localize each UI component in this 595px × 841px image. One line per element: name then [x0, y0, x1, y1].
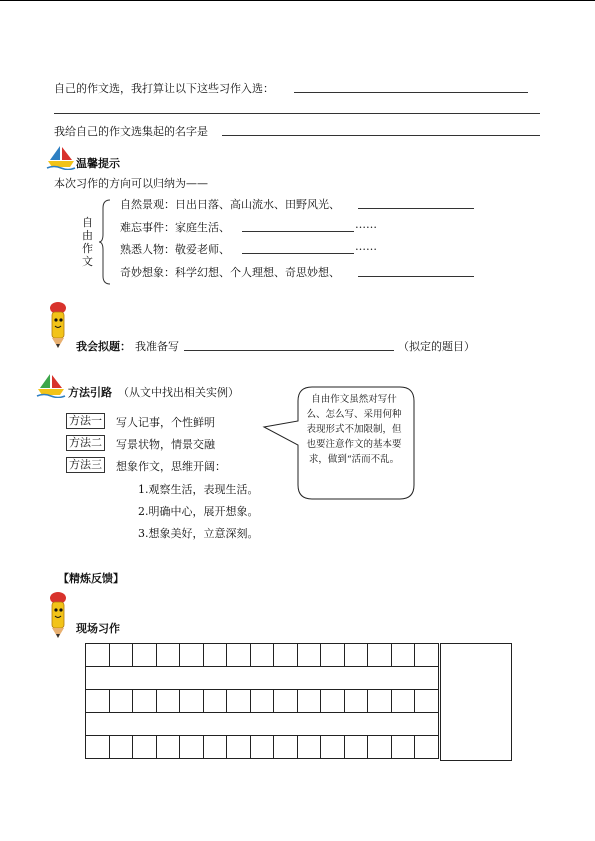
grid-cell[interactable] [133, 644, 157, 667]
grid-cell[interactable] [203, 690, 227, 713]
grid-cell[interactable] [297, 690, 321, 713]
grid-cell[interactable] [391, 644, 415, 667]
grid-side-box[interactable] [440, 643, 512, 761]
tips-heading: 温馨提示 [76, 157, 120, 170]
sailboat-icon [46, 144, 76, 170]
grid-cell[interactable] [391, 690, 415, 713]
method-label-2: 方法二 [66, 435, 105, 451]
method-heading-note: （从文中找出相关实例） [118, 386, 239, 399]
grid-cell[interactable] [321, 690, 345, 713]
grid-cell[interactable] [250, 690, 274, 713]
method-label-1: 方法一 [66, 413, 105, 429]
grid-cell[interactable] [86, 736, 110, 759]
grid-cell[interactable] [203, 736, 227, 759]
grid-cell[interactable] [180, 736, 204, 759]
grid-cell[interactable] [274, 644, 298, 667]
brace-label [82, 216, 94, 268]
grid-cell[interactable] [156, 736, 180, 759]
title-section-prefix: 我准备写 [135, 340, 179, 353]
grid-cell[interactable] [109, 690, 133, 713]
method-subpoint-3: 3.想象美好，立意深刻。 [138, 527, 259, 540]
grid-cell[interactable] [415, 644, 439, 667]
tip-item-imagination: 奇妙想象：科学幻想、个人理想、奇思妙想、 [120, 266, 340, 279]
method-label-3: 方法三 [66, 457, 105, 473]
tip-item-person: 熟悉人物：敬爱老师、 [120, 243, 230, 256]
grid-cell[interactable] [180, 644, 204, 667]
grid-cell[interactable] [415, 736, 439, 759]
method-text-1: 写人记事，个性鲜明 [116, 416, 215, 429]
tip-item-event-ellipsis: …… [355, 218, 377, 231]
writing-grid [85, 643, 439, 759]
tip-item-nature: 自然景观：日出日落、高山流水、田野风光、 [120, 198, 340, 211]
grid-cell[interactable] [86, 690, 110, 713]
brace-char: 由 [82, 229, 93, 242]
anthology-selection-field-2[interactable] [54, 113, 540, 114]
grid-cell[interactable] [297, 736, 321, 759]
grid-gap [86, 667, 439, 690]
grid-cell[interactable] [156, 690, 180, 713]
grid-cell[interactable] [180, 690, 204, 713]
grid-cell[interactable] [227, 736, 251, 759]
grid-gap [86, 713, 439, 736]
anthology-name-prompt: 我给自己的作文选集起的名字是 [54, 125, 208, 138]
curly-brace [98, 198, 112, 286]
tip-item-person-blank[interactable] [242, 253, 354, 254]
grid-cell[interactable] [391, 736, 415, 759]
grid-row [86, 690, 439, 713]
grid-cell[interactable] [368, 736, 392, 759]
grid-cell[interactable] [344, 644, 368, 667]
grid-cell[interactable] [274, 690, 298, 713]
grid-cell[interactable] [368, 644, 392, 667]
sailboat-icon [36, 372, 66, 398]
tip-item-event-blank[interactable] [242, 231, 354, 232]
brace-char: 自 [82, 216, 93, 229]
grid-cell[interactable] [274, 736, 298, 759]
tips-intro: 本次习作的方向可以归纳为—— [54, 177, 208, 190]
grid-cell[interactable] [227, 690, 251, 713]
method-subpoint-2: 2.明确中心，展开想象。 [138, 505, 259, 518]
practice-section-title: 【精炼反馈】 [58, 572, 124, 585]
pencil-mascot-icon [46, 300, 70, 350]
practice-label: 现场习作 [76, 622, 120, 635]
tip-item-person-ellipsis: …… [355, 240, 377, 253]
speech-bubble-text: 自由作文虽然对写什么、怎么写、采用何种表现形式不加限制，但也要注意作文的基本要求，做到“活而不乱。 [306, 394, 402, 465]
anthology-name-field[interactable] [222, 135, 540, 136]
grid-cell[interactable] [368, 690, 392, 713]
grid-cell[interactable] [297, 644, 321, 667]
grid-cell[interactable] [321, 736, 345, 759]
method-heading: 方法引路 [68, 386, 112, 399]
grid-cell[interactable] [250, 644, 274, 667]
grid-gap-row [86, 713, 439, 736]
grid-cell[interactable] [203, 644, 227, 667]
brace-char: 作 [82, 242, 93, 255]
grid-cell[interactable] [133, 736, 157, 759]
method-subpoint-1: 1.观察生活，表现生活。 [138, 483, 259, 496]
essay-title-field[interactable] [184, 350, 394, 351]
tip-item-nature-blank[interactable] [358, 208, 474, 209]
title-section-label: 我会拟题： [76, 340, 131, 353]
grid-cell[interactable] [344, 736, 368, 759]
anthology-selection-field[interactable] [294, 92, 528, 93]
brace-char: 文 [82, 255, 93, 268]
grid-row [86, 736, 439, 759]
grid-cell[interactable] [109, 644, 133, 667]
tip-item-imagination-blank[interactable] [358, 276, 474, 277]
grid-cell[interactable] [321, 644, 345, 667]
grid-cell[interactable] [250, 736, 274, 759]
tip-item-event: 难忘事件：家庭生活、 [120, 221, 230, 234]
method-text-2: 写景状物，情景交融 [116, 438, 215, 451]
grid-cell[interactable] [227, 644, 251, 667]
method-text-3: 想象作文，思维开阔： [116, 460, 226, 473]
grid-row [86, 644, 439, 667]
grid-cell[interactable] [133, 690, 157, 713]
grid-cell[interactable] [344, 690, 368, 713]
top-rule [0, 0, 595, 1]
pencil-mascot-icon [46, 590, 70, 640]
grid-cell[interactable] [156, 644, 180, 667]
anthology-selection-prompt: 自己的作文选，我打算让以下这些习作入选： [54, 82, 274, 95]
grid-cell[interactable] [109, 736, 133, 759]
grid-cell[interactable] [86, 644, 110, 667]
grid-gap-row [86, 667, 439, 690]
title-section-suffix: （拟定的题目） [398, 340, 475, 353]
grid-cell[interactable] [415, 690, 439, 713]
